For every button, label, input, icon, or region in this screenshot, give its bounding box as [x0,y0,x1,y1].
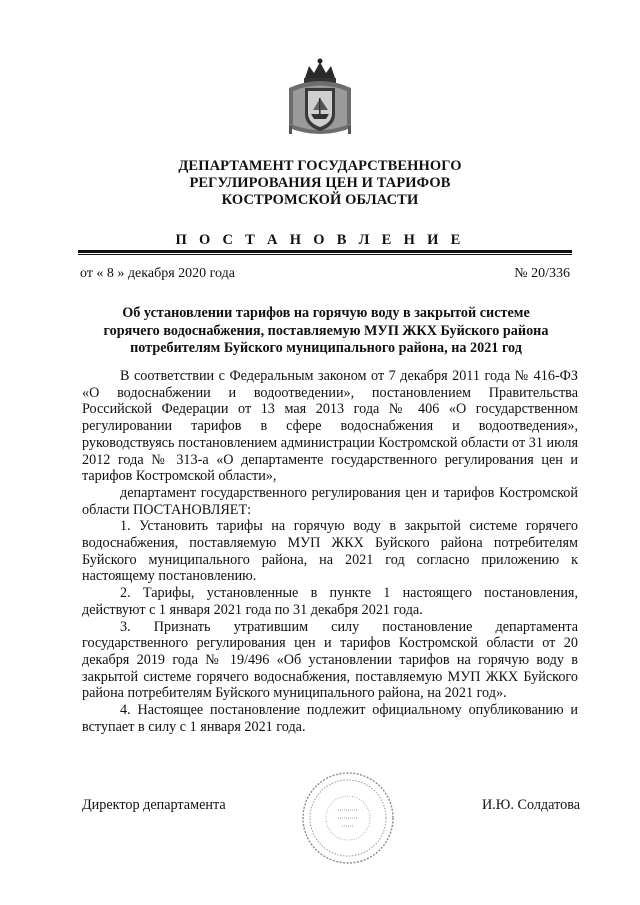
paragraph-resolves: департамент государственного регулирования цен и тарифов Костромской области ПОСТАНОВЛЯЕТ: [82,484,578,518]
header-line-3: КОСТРОМСКОЙ ОБЛАСТИ [221,192,419,208]
document-body [82,368,578,735]
header-line-2: РЕГУЛИРОВАНИЯ ЦЕН И ТАРИФОВ [189,175,451,191]
paragraph-item-3: 3. Признать утратившим силу постановление департамента государственного регулирования цен и тарифов Костромской области от 20 декабря 2019 года № 19/496 «Об установлении тарифов на горячую воду в закрытой системе горячего водоснабжения, поставляемую МУП ЖКХ Буйского района потребителям Буйского муниципального района, на 2021 год». [82,618,578,702]
signatory-position: Директор департамента [82,797,226,813]
paragraph-item-1: 1. Установить тарифы на горячую воду в закрытой системе горячего водоснабжения, поставляемую МУП ЖКХ Буйского района потребителям Буйского муниципального района, на 2021 год согласно приложению к настоящему постановлению. [82,518,578,585]
coat-of-arms-icon [285,56,355,140]
document-date: от « 8 » декабря 2020 года [80,266,235,281]
document-number: № 20/336 [514,266,570,281]
paragraph-item-2: 2. Тарифы, установленные в пункте 1 настоящего постановления, действуют с 1 января 2021 года по 31 декабря 2021 года. [82,585,578,618]
subject-line-1: Об установлении тарифов на горячую воду в закрытой системе [122,305,530,321]
header-divider-thick [78,250,572,253]
signatory-name: И.Ю. Солдатова [482,797,580,813]
subject-line-3: потребителям Буйского муниципального района, на 2021 год [130,340,522,356]
paragraph-preamble: В соответствии с Федеральным законом от 7 декабря 2011 года № 416-ФЗ «О водоснабжении и водоотведении», постановлением Правительства Российской Федерации от 13 мая 2013 года № 406 «О государственном регулировании тарифов в сфере водоснабжения и водоотведения», руководствуясь постановлением администрации Костромской области от 31 июля 2012 года № 313-а «О департаменте государственного регулирования цен и тарифов Костромской области», [82,368,578,485]
paragraph-item-4: 4. Настоящее постановление подлежит официальному опубликованию и вступает в силу с 1 января 2021 года. [82,702,578,735]
subject-line-2: горячего водоснабжения, поставляемую МУП ЖКХ Буйского района [103,322,549,339]
official-stamp-icon [300,770,396,866]
document-type-title: П О С Т А Н О В Л Е Н И Е [175,232,465,248]
header-divider-thin [78,254,572,255]
date-number-row [80,266,570,282]
department-header [120,158,520,209]
header-line-1: ДЕПАРТАМЕНТ ГОСУДАРСТВЕННОГО [178,158,462,174]
document-subject [70,305,582,358]
